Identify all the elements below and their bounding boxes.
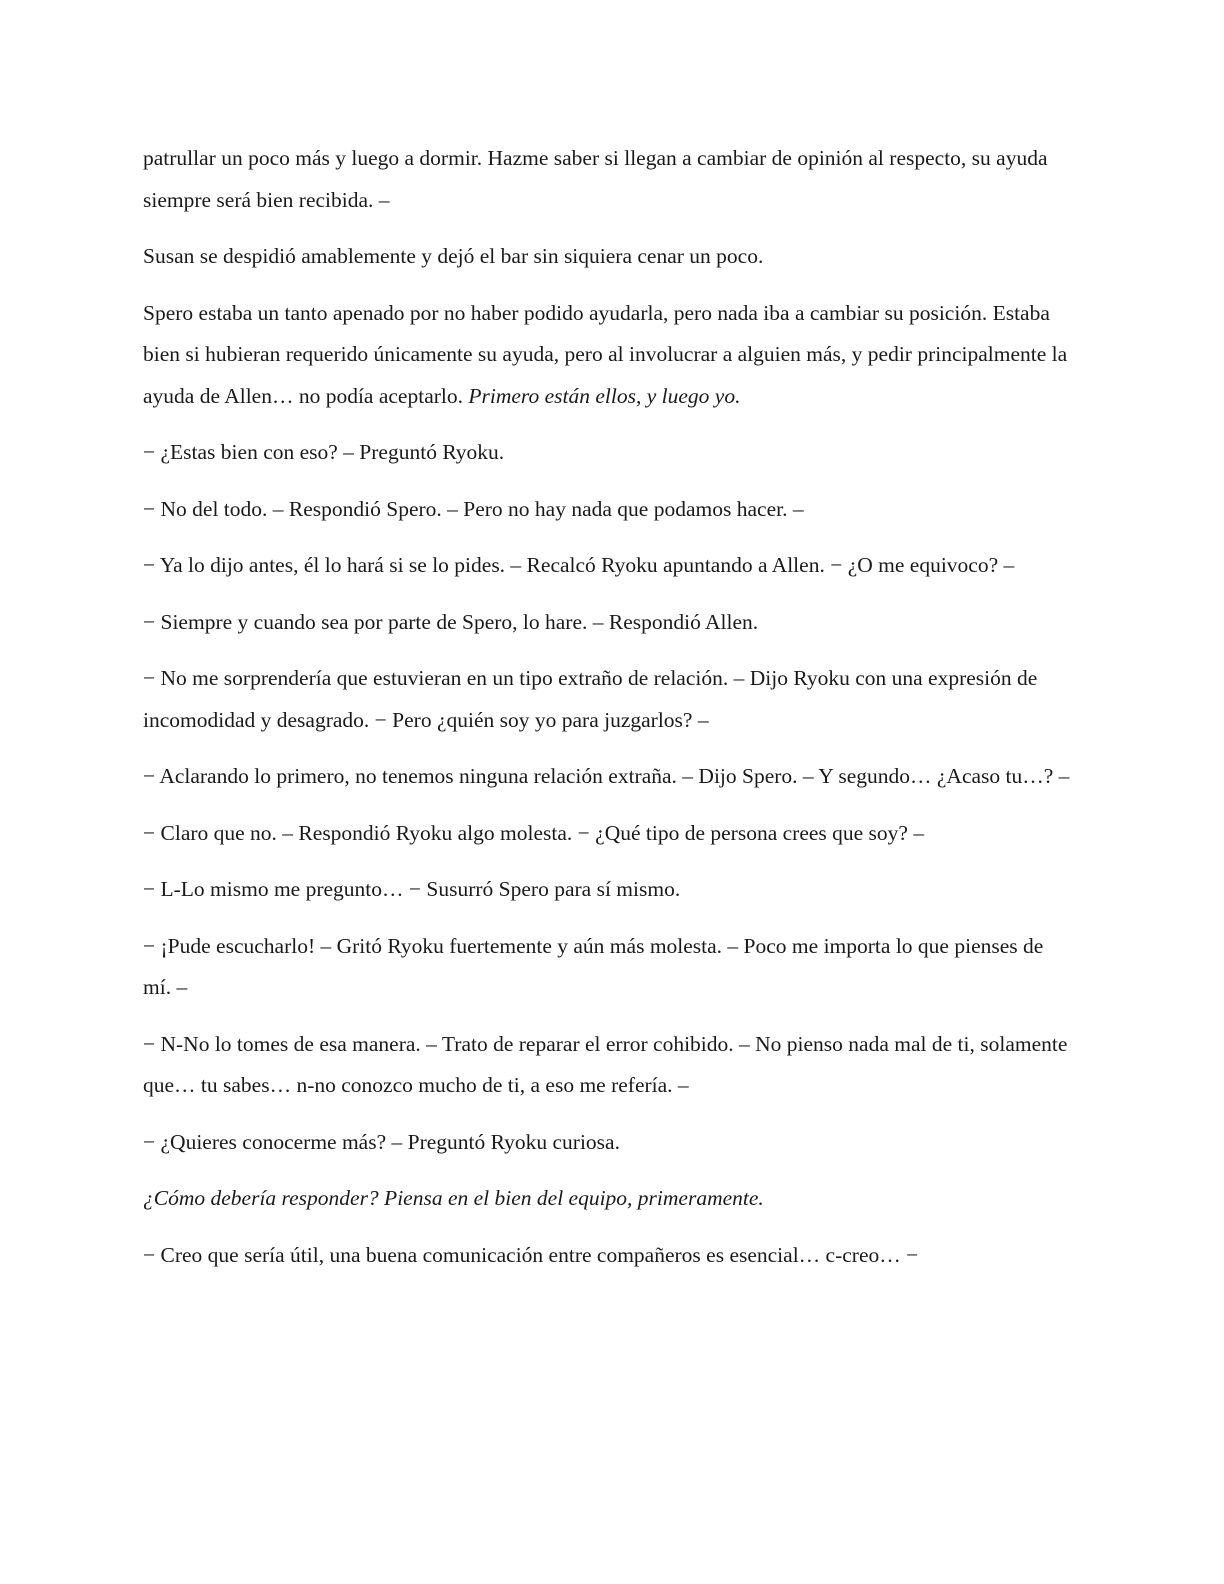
paragraph	[143, 138, 1073, 221]
text-segment: patrullar un poco más y luego a dormir. Hazme saber si llegan a cambiar de opinión al respecto, su ayuda siempre será bien recibida. –	[143, 146, 1048, 212]
text-segment: − Claro que no. – Respondió Ryoku algo molesta. − ¿Qué tipo de persona crees que soy? –	[143, 820, 925, 845]
text-segment: Spero estaba un tanto apenado por no haber podido ayudarla, pero nada iba a cambiar su posición. Estaba bien si hubieran requerido únicamente su ayuda, pero al involucrar a alguien más, y pedir principalmente la ayuda de Allen… no podía aceptarlo.	[143, 300, 1068, 408]
document-body	[143, 138, 1073, 1291]
paragraph	[143, 1178, 1073, 1220]
paragraph	[143, 869, 1073, 911]
text-segment: − No me sorprendería que estuvieran en un tipo extraño de relación. – Dijo Ryoku con una expresión de incomodidad y desagrado. − Pero ¿quién soy yo para juzgarlos? –	[143, 666, 1038, 732]
paragraph	[143, 658, 1073, 741]
paragraph	[143, 545, 1073, 587]
text-segment: − Siempre y cuando sea por parte de Spero, lo hare. – Respondió Allen.	[143, 609, 759, 634]
paragraph	[143, 602, 1073, 644]
text-segment: − ¿Quieres conocerme más? – Preguntó Ryoku curiosa.	[143, 1129, 620, 1154]
italic-text-segment: ¿Cómo debería responder? Piensa en el bien del equipo, primeramente.	[143, 1186, 764, 1210]
text-segment: − ¿Estas bien con eso? – Preguntó Ryoku.	[143, 440, 505, 464]
paragraph	[143, 1024, 1073, 1107]
text-segment: − No del todo. – Respondió Spero. – Pero no hay nada que podamos hacer. –	[143, 496, 804, 521]
paragraph	[143, 489, 1073, 531]
text-segment: − Creo que sería útil, una buena comunicación entre compañeros es esencial… c-creo… −	[143, 1242, 919, 1267]
text-segment: − L-Lo mismo me pregunto… − Susurró Spero para sí mismo.	[143, 877, 681, 901]
text-segment: − ¡Pude escucharlo! – Gritó Ryoku fuertemente y aún más molesta. – Poco me importa lo que pienses de mí. –	[143, 933, 1044, 999]
text-segment: − Ya lo dijo antes, él lo hará si se lo pides. – Recalcó Ryoku apuntando a Allen. − ¿O me equivoco? –	[143, 553, 1015, 577]
paragraph	[143, 926, 1073, 1009]
italic-text-segment: Primero están ellos, y luego yo.	[468, 383, 741, 408]
text-segment: − Aclarando lo primero, no tenemos ninguna relación extraña. – Dijo Spero. – Y segundo… ¿Acaso tu…? –	[143, 764, 1070, 788]
text-segment: Susan se despidió amablemente y dejó el bar sin siquiera cenar un poco.	[143, 244, 764, 268]
paragraph	[143, 813, 1073, 855]
paragraph	[143, 236, 1073, 278]
paragraph	[143, 293, 1073, 418]
paragraph	[143, 756, 1073, 798]
paragraph	[143, 1235, 1073, 1277]
paragraph	[143, 1122, 1073, 1164]
paragraph	[143, 432, 1073, 474]
text-segment: − N-No lo tomes de esa manera. – Trato de reparar el error cohibido. – No pienso nada mal de ti, solamente que… tu sabes… n-no conozco mucho de ti, a eso me refería. –	[143, 1031, 1068, 1097]
